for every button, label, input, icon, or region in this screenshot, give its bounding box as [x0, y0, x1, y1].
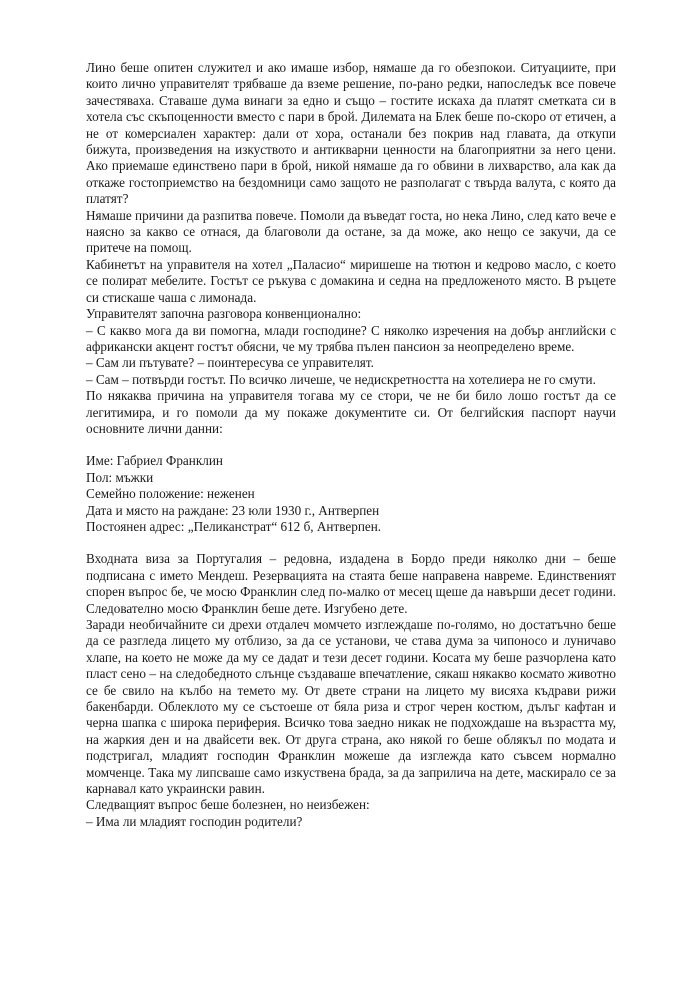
- paragraph-3: Кабинетът на управителя на хотел „Паласио“ миришеше на тютюн и кедрово масло, с което се полират мебелите. Гостът се ръкува с домакина и седна на предложеното място. В ръцете си стискаше чаша с лимонада.: [86, 256, 616, 305]
- document-body: [86, 60, 616, 830]
- passport-marital-status: Семейно положение: неженен: [86, 486, 255, 502]
- paragraph-8: По някаква причина на управителя тогава му се стори, че не би било лошо гостът да се легитимира, и го помоли да му покаже документите си. От белгийския паспорт научи основните лични данни:: [86, 388, 616, 436]
- paragraph-5: – С какво мога да ви помогна, млади господине? С няколко изречения на добър английски с африкански акцент гостът обясни, че му трябва пълен пансион за неопределено време.: [86, 322, 616, 354]
- passport-address: Постоянен адрес: „Пеликанстрат“ 612 б, Антверпен.: [86, 518, 382, 534]
- paragraph-6: – Сам ли пътувате? – поинтересува се управителят.: [86, 355, 374, 371]
- paragraph-12: – Има ли младият господин родители?: [86, 813, 303, 829]
- paragraph-1: Лино беше опитен служител и ако имаше избор, нямаше да го обезпокои. Ситуациите, при които лично управителят трябваше да вземе решение, по-рано редки, напоследък все повече зачестяваха. Ставаше дума винаги за едно и също – гостите искаха да платят сметката си в хотела със скъпоценности вместо с пари в брой. Дилемата на Блек беше по-скоро от етичен, а не от комерсиален характер: дали от хора, останали без покрив над главата, да откупи бижута, произведения на изкуството и антикварни ценности на благоприятни за него цени. Ако приемаше единствено пари в брой, никой нямаше да го обвини в лихварство, ала как да откаже гостоприемство на бездомници само защото не разполагат с твърда валута, с която да платят?: [86, 60, 616, 207]
- paragraph-4: Управителят започна разговора конвенционално:: [86, 306, 362, 322]
- paragraph-2: Нямаше причини да разпитва повече. Помоли да въведат госта, но нека Лино, след като вече е наясно за какво се отнася, да благоволи да остане, за да може, ако нещо се закучи, да се притече на помощ.: [86, 207, 616, 256]
- paragraph-11: Следващият въпрос беше болезнен, но неизбежен:: [86, 797, 370, 813]
- passport-name: Име: Габриел Франклин: [86, 453, 223, 469]
- paragraph-7: – Сам – потвърди гостът. По всичко личеше, че недискретността на хотелиера не го смути.: [86, 371, 596, 387]
- paragraph-10: Заради необичайните си дрехи отдалеч момчето изглеждаше по-голямо, но достатъчно беше да се разгледа лицето му отблизо, за да се установи, че става дума за чипоносо и луничаво хлапе, на което не може да му се дадат и тези десет години. Косата му беше разчорлена като пласт сено – на следобедното слънце създаваше впечатление, сякаш някакво космато животно се бе свило на кълбо на темето му. От двете страни на лицето му висяха къдрави рижи бакенбарди. Облеклото му се състоеше от бяла риза и строг черен костюм, дълъг кафтан и черна шапка с широка периферия. Всичко това заедно никак не подхождаше на възрастта му, на жаркия ден и на двайсети век. От друга страна, ако някой го беше облякъл по модата и подстригал, младият господин Франклин можеше да изглежда като съвсем нормално момченце. Така му липсваше само изкуствена брада, за да заприлича на дете, маскирало се за карнавал като украински равин.: [86, 617, 616, 797]
- passport-sex: Пол: мъжки: [86, 469, 154, 485]
- paragraph-9: Входната виза за Португалия – редовна, издадена в Бордо преди няколко дни – беше подписана с името Мендеш. Резервацията на стаята беше направена навреме. Единственият спорен въпрос бе, че мосю Франклин след по-малко от месец щеше да навърши десет години. Следователно мосю Франклин беше дете. Изгубено дете.: [86, 551, 616, 616]
- passport-birth: Дата и място на раждане: 23 юли 1930 г., Антверпен: [86, 502, 380, 518]
